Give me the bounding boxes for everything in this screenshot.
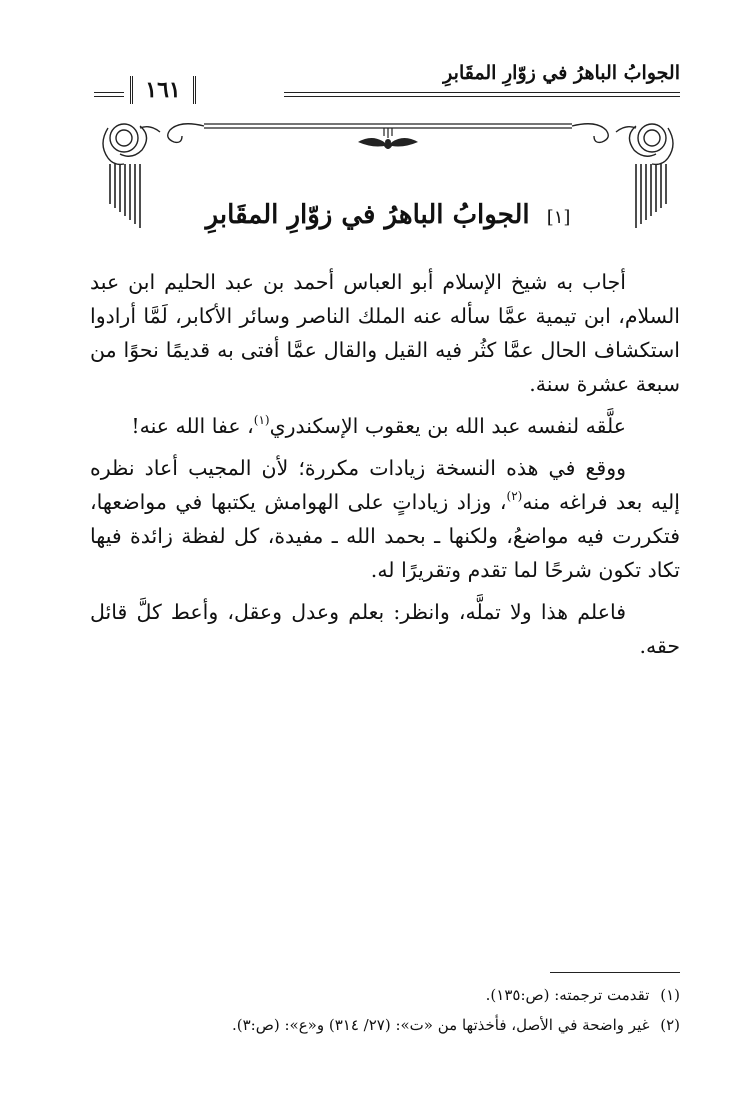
paragraph-text: علَّقه لنفسه عبد الله بن يعقوب الإسكندري: [269, 414, 626, 438]
paragraph-text: ، وزاد زياداتٍ على الهوامش يكتبها في مواضعها، فتكررت فيه مواضعُ، ولكنها ـ بحمد الله ـ مفيدة، كل لفظة زائدة فيها تكاد تكون شرحًا لما تقدم وتقريرًا له.: [90, 490, 680, 582]
footnote-mark: (١): [660, 986, 680, 1004]
chapter-title-text: الجوابُ الباهرُ في زوّارِ المقَابرِ: [205, 200, 530, 230]
paragraph-intro: أجاب به شيخ الإسلام أبو العباس أحمد بن عبد الحليم ابن عبد السلام، ابن تيمية عمَّا سأله عنه الملك الناصر وسائر الأكابر، لَمَّا أرادوا استكشاف الحال عمَّا كثُر فيه القيل والقال عمَّا أفتى به قديمًا نحوًا من سبعة عشرة سنة.: [90, 270, 680, 396]
center-flourish-icon: [358, 138, 418, 149]
footnote-reference-1[interactable]: (١): [253, 413, 270, 427]
paragraph-repetitions: [90, 451, 680, 587]
running-header-title: الجوابُ الباهرُ في زوّارِ المقَابرِ: [443, 62, 680, 84]
header-rule-end: [94, 92, 124, 97]
paragraph-text: ، عفا الله عنه!: [131, 414, 254, 438]
footnote-separator: [550, 972, 680, 973]
footnote-mark: (٢): [660, 1016, 680, 1034]
paragraph-text: ووقع في هذه النسخة زيادات مكررة؛ لأن المجيب أعاد نظره إليه بعد فراغه منه: [90, 456, 680, 514]
footnote-reference-2[interactable]: (٢): [506, 489, 523, 503]
footnote-text: تقدمت ترجمته: (ص:١٣٥).: [485, 986, 650, 1004]
paragraph-closing: فاعلم هذا ولا تملَّه، وانظر: بعلم وعدل وعقل، وأعط كلَّ قائل حقه.: [90, 600, 680, 658]
footnote-text: غير واضحة في الأصل، فأخذتها من «ت»: (٢٧/ ٣١٤) و«ع»: (ص:٣).: [231, 1016, 650, 1034]
chapter-number: [١]: [546, 207, 571, 228]
footnote-1: [90, 980, 680, 1010]
chapter-title: [180, 200, 596, 230]
footnote-2: [90, 1010, 680, 1040]
header-rule: [284, 92, 680, 97]
body-text: [90, 265, 680, 671]
page-number: ١٦١: [130, 76, 196, 104]
paragraph-copyist-note: [90, 409, 680, 443]
footnotes: [90, 980, 680, 1040]
running-header: [94, 62, 680, 106]
